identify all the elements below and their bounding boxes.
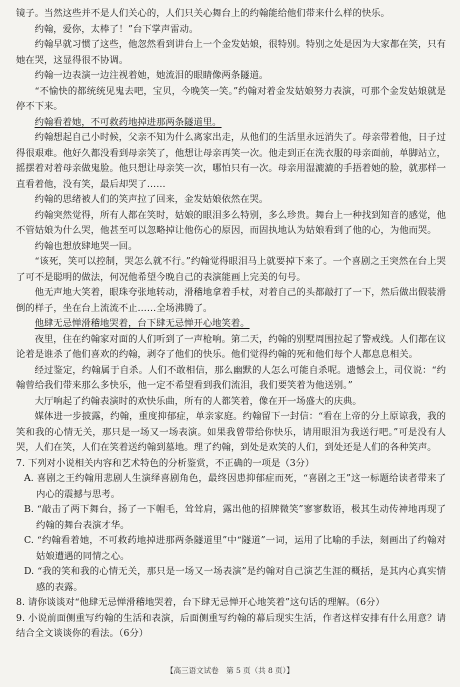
passage-paragraph: 约翰的思绪被人们的笑声拉了回来，金发姑娘依然在哭。 <box>34 194 269 205</box>
passage-paragraph: “该死，笑可以控制，哭怎么就不行。”约翰觉得眼泪马上就要掉下来了。一个喜剧之王突然在台上哭了可不是聪明的做法，何况他希望今晚自己的表演能画上完美的句号。 <box>16 256 446 283</box>
passage-paragraph: 约翰一边表演一边注视着她，她流泪的眼睛像两条隧道。 <box>34 70 269 81</box>
passage-paragraph: 经过鉴定，约翰属于自杀。人们不敢相信，那么幽默的人怎么可能自杀呢。遗憾会上，司仪说：“约翰曾给我们带来那么多快乐，他一定不希望看到我们流泪，我们要笑着为他送别。” <box>16 364 446 391</box>
passage-paragraph: 约翰突然觉得，所有人都在笑时，姑娘的眼泪多么特别，多么珍贵。舞台上一种找到知音的感觉，他不管姑娘为什么哭，他甚至可以忽略掉让他伤心的原因，而固执地认为姑娘看到了他的心，为他而哭。 <box>16 209 446 236</box>
question-stem: 9. 小说前面侧重写约翰的生活和表演，后面侧重写约翰的幕后现实生活，作者这样安排有什么用意？请结合全文谈谈你的看法。（6分） <box>16 612 446 639</box>
question-stem: 8. 请你谈谈对“他肆无忌惮滑稽地哭着，台下肆无忌惮开心地笑着”这句话的理解。（6分） <box>16 597 385 608</box>
passage-paragraph: 媒体进一步披露，约翰，重度抑郁症，单亲家庭。约翰留下一封信：“看在上帝的分上原谅我，我的笑和我的心情无关，那只是一场又一场表演。如果我曾带给你快乐，请用眼泪为我送行吧。”可是没有人哭，人们在笑，人们在笑着送约翰到墓地。理了约翰，到处是欢笑的人们，到处还是人们的各种笑声。 <box>16 411 446 453</box>
passage-paragraph: 大厅响起了约翰表演时的欢快乐曲，所有的人都笑着，像在开一场盛大的庆典。 <box>34 395 362 407</box>
answer-option[interactable]: D. “我的笑和我的心情无关，那只是一场又一场表演”是约翰对自己演艺生涯的概括，是其内心真实情感的表露。 <box>24 566 446 593</box>
passage-paragraph <box>16 115 446 131</box>
passage-paragraph: 约翰，爱你，太棒了！”台下掌声雷动。 <box>34 23 199 35</box>
passage-paragraph: 约翰早就习惯了这些，他忽然看到讲台上一个金发姑娘，很特别。特别之处是因为大家都在笑，只有她在哭，这显得很不协调。 <box>16 39 446 66</box>
passage-paragraph: 约翰也想放肆地哭一回。 <box>34 240 138 252</box>
page-footer: 【高三语文试卷 第 5 页（共 8 页）】 <box>166 666 294 675</box>
passage-paragraph <box>16 316 446 332</box>
passage-paragraph: 镜子。当然这些并不是人们关心的，人们只关心舞台上的约翰能给他们带来什么样的快乐。 <box>16 8 390 19</box>
story-passage <box>16 6 446 456</box>
answer-option[interactable]: B. “敲击了两下舞台，扬了一下帽毛，耸耸肩，露出他的招牌微笑”寥寥数语，极其生动传神地再现了约翰的舞台表演才华。 <box>24 504 446 531</box>
underlined-sentence: 约翰看着她，不可救药地掉进那两条隧道里。 <box>34 116 222 128</box>
passage-paragraph: 夜里，住在约翰家对面的人们听到了一声枪响。第二天，约翰的别墅周围拉起了警戒线。人们都在议论着是谁杀了他们喜欢的约翰，剥夺了他们的快乐。他们觉得约翰的死和他们每个人都息息相关。 <box>16 333 446 360</box>
answer-option[interactable]: C. “约翰看着她，不可救药地掉进那两条隧道里”中“隧道”一词，运用了比喻的手法，刻画出了约翰对姑娘遭遇的同情之心。 <box>24 535 446 562</box>
passage-paragraph: 他无声地大笑着，眼珠夸张地转动，滑稽地拿着手杖，对着自己的头都敲打了一下，然后做出假装滑倒的样子，坐在台上流流不止……全场沸腾了。 <box>16 287 446 314</box>
passage-paragraph: “不愉快的都统统见鬼去吧，宝贝，今晚笑一笑。”约翰对着金发姑娘努力表演，可那个金发姑娘就是停不下来。 <box>16 85 446 112</box>
passage-paragraph: 约翰想起自己小时候，父亲不知为什么离家出走，从他们的生活里永远消失了。母亲带着他，日子过得很艰难。他好久都没看到母亲笑了，他想让母亲再笑一次。他走到正在洗衣服的母亲面前，单脚站立，摇摆着对着母亲做鬼脸。他只想让母亲笑一次，哪怕只有一次。母亲用湿漉漉的手捂着她的脸，就那样一直看着他，没有笑，最后却哭了…… <box>16 132 446 190</box>
question-stem: 7. 下列对小说相关内容和艺术特色的分析鉴赏，不正确的一项是（3分） <box>16 457 315 469</box>
underlined-sentence: 他肆无忌惮滑稽地哭着，台下肆无忌惮开心地笑着。 <box>34 318 250 329</box>
answer-option[interactable]: A. 喜剧之王约翰用悲剧人生演绎喜剧角色，最终因患抑郁症而死，“喜剧之王”这一标题给读者带来了内心的震撼与思考。 <box>24 473 446 500</box>
questions-section <box>16 456 446 642</box>
